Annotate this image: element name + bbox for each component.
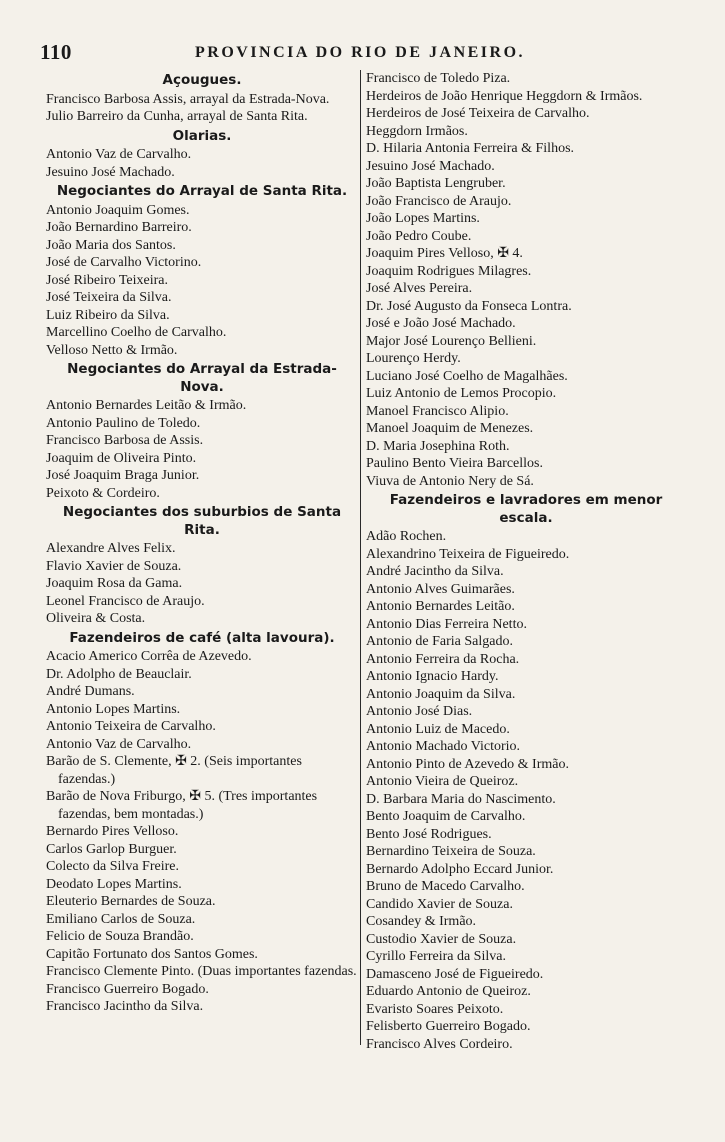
list-item: Acacio Americo Corrêa de Azevedo. <box>46 649 252 664</box>
list-item: D. Barbara Maria do Nascimento. <box>366 791 556 807</box>
list-item: Antonio José Dias. <box>366 704 473 719</box>
section-title: Fazendeiros de café (alta lavoura). <box>69 629 335 646</box>
list-item: Carlos Garlop Burguer. <box>46 841 177 857</box>
section-title: Negociantes do Arrayal da Estrada-Nova. <box>67 361 337 395</box>
list-item: Joaquim de Oliveira Pinto. <box>46 450 197 466</box>
list-item: Joaquim Pires Velloso, ✠ 4. <box>366 246 523 261</box>
list-item: Antonio Joaquim Gomes. <box>46 202 190 218</box>
list-item: Eduardo Antonio de Queiroz. <box>366 984 531 999</box>
list-item: Antonio Vaz de Carvalho. <box>46 736 192 752</box>
list-item: Barão de Nova Friburgo, ✠ 5. (Tres importantes fazendas, bem montadas.) <box>46 789 318 822</box>
list-item: Paulino Bento Vieira Barcellos. <box>366 456 543 471</box>
directory-section <box>46 361 358 502</box>
list-item: João Pedro Coube. <box>366 228 472 244</box>
list-item: Francisco Jacintho da Silva. <box>46 999 204 1014</box>
entry-list <box>46 202 358 360</box>
list-item: Francisco Barbosa de Assis. <box>46 433 204 448</box>
list-item: Eleuterio Bernardes de Souza. <box>46 894 216 909</box>
list-item: Bernardo Pires Velloso. <box>46 824 179 839</box>
list-item: Heggdorn Irmãos. <box>366 123 468 139</box>
list-item: Antonio Teixeira de Carvalho. <box>46 719 216 734</box>
entry-list <box>46 648 358 1016</box>
list-item: Antonio Bernardes Leitão. <box>366 599 515 614</box>
list-item: Francisco Guerreiro Bogado. <box>46 981 209 997</box>
list-item: Antonio Lopes Martins. <box>46 701 181 717</box>
list-item: João Baptista Lengruber. <box>366 176 506 191</box>
directory-section <box>46 128 358 182</box>
directory-section <box>46 72 358 126</box>
page-number: 110 <box>40 40 72 64</box>
list-item: André Dumans. <box>46 684 135 699</box>
list-item: Antonio Joaquim da Silva. <box>366 686 516 702</box>
list-item: Colecto da Silva Freire. <box>46 859 179 874</box>
section-title: Fazendeiros e lavradores em menor escala. <box>389 492 663 526</box>
list-item: Julio Barreiro da Cunha, arrayal de Santa Rita. <box>46 109 308 124</box>
list-item: Marcellino Coelho de Carvalho. <box>46 325 227 340</box>
list-item: Antonio Pinto de Azevedo & Irmão. <box>366 756 569 772</box>
list-item: Viuva de Antonio Nery de Sá. <box>366 473 534 489</box>
entry-list <box>366 528 686 1053</box>
list-item: Francisco Clemente Pinto. (Duas importantes fazendas. <box>46 964 357 979</box>
list-item: José Teixeira da Silva. <box>46 290 172 305</box>
list-item: Bento José Rodrigues. <box>366 826 492 842</box>
list-item: Bruno de Macedo Carvalho. <box>366 879 525 894</box>
list-item: Francisco Barbosa Assis, arrayal da Estrada-Nova. <box>46 91 330 107</box>
list-item: Antonio Vieira de Queiroz. <box>366 774 519 789</box>
running-head: PROVINCIA DO RIO DE JANEIRO. <box>195 44 526 61</box>
list-item: Antonio Machado Victorio. <box>366 739 521 754</box>
list-item: Damasceno José de Figueiredo. <box>366 966 544 982</box>
list-item: Velloso Netto & Irmão. <box>46 342 178 358</box>
section-title: Olarias. <box>172 127 232 144</box>
list-item: André Jacintho da Silva. <box>366 564 504 579</box>
list-item: Herdeiros de João Henrique Heggdorn & Irmãos. <box>366 88 643 104</box>
list-item: José Joaquim Braga Junior. <box>46 468 200 483</box>
list-item: Candido Xavier de Souza. <box>366 896 513 912</box>
list-item: Peixoto & Cordeiro. <box>46 485 160 501</box>
list-item: Dr. José Augusto da Fonseca Lontra. <box>366 298 572 314</box>
list-item: Lourenço Herdy. <box>366 351 461 366</box>
list-item: Luiz Ribeiro da Silva. <box>46 307 170 323</box>
list-item: Adão Rochen. <box>366 529 447 544</box>
entry-list <box>46 397 358 502</box>
list-item: Major José Lourenço Bellieni. <box>366 333 537 349</box>
list-item: D. Hilaria Antonia Ferreira & Filhos. <box>366 141 575 156</box>
list-item: João Maria dos Santos. <box>46 237 176 253</box>
list-item: Custodio Xavier de Souza. <box>366 931 517 947</box>
right-column <box>366 70 686 1053</box>
list-item: Barão de S. Clemente, ✠ 2. (Seis importantes fazendas.) <box>46 754 302 787</box>
list-item: Cosandey & Irmão. <box>366 914 477 929</box>
list-item: Alexandre Alves Felix. <box>46 541 176 556</box>
list-item: Manoel Joaquim de Menezes. <box>366 421 534 436</box>
page-header <box>40 40 690 68</box>
list-item: João Francisco de Araujo. <box>366 193 512 209</box>
list-item: Manoel Francisco Alipio. <box>366 403 509 419</box>
list-item: Leonel Francisco de Araujo. <box>46 593 205 609</box>
directory-section <box>366 492 686 1053</box>
list-item: Capitão Fortunato dos Santos Gomes. <box>46 946 258 962</box>
entry-list <box>46 540 358 628</box>
list-item: Antonio Dias Ferreira Netto. <box>366 616 527 632</box>
list-item: Jesuino José Machado. <box>46 164 175 180</box>
list-item: Francisco Alves Cordeiro. <box>366 1036 513 1052</box>
list-item: José e João José Machado. <box>366 316 516 331</box>
list-item: Antonio de Faria Salgado. <box>366 634 513 649</box>
list-item: Felisberto Guerreiro Bogado. <box>366 1019 531 1034</box>
list-item: Emiliano Carlos de Souza. <box>46 911 196 927</box>
list-item: Deodato Lopes Martins. <box>46 876 182 892</box>
list-item: Antonio Vaz de Carvalho. <box>46 147 192 162</box>
list-item: Bernardino Teixeira de Souza. <box>366 844 536 859</box>
list-item: Herdeiros de José Teixeira de Carvalho. <box>366 106 590 121</box>
list-item: Antonio Luiz de Macedo. <box>366 721 510 737</box>
list-item: Antonio Ferreira da Rocha. <box>366 651 520 667</box>
list-item: João Lopes Martins. <box>366 211 480 226</box>
directory-section <box>46 183 358 359</box>
list-item: José Alves Pereira. <box>366 281 473 296</box>
list-item: Luiz Antonio de Lemos Procopio. <box>366 386 557 401</box>
section-title: Açougues. <box>162 72 242 88</box>
entry-list <box>46 146 358 181</box>
list-item: José Ribeiro Teixeira. <box>46 272 169 288</box>
column-divider <box>360 70 361 1045</box>
list-item: Cyrillo Ferreira da Silva. <box>366 949 506 964</box>
list-item: Joaquim Rodrigues Milagres. <box>366 263 532 279</box>
directory-section <box>46 504 358 628</box>
list-item: Antonio Paulino de Toledo. <box>46 415 201 431</box>
list-item: Bernardo Adolpho Eccard Junior. <box>366 861 554 877</box>
directory-section <box>366 70 686 490</box>
list-item: Antonio Bernardes Leitão & Irmão. <box>46 398 247 413</box>
directory-section <box>46 630 358 1016</box>
entry-list <box>366 70 686 490</box>
list-item: D. Maria Josephina Roth. <box>366 438 510 454</box>
list-item: Luciano José Coelho de Magalhães. <box>366 368 568 384</box>
list-item: Felicio de Souza Brandão. <box>46 929 194 944</box>
list-item: Evaristo Soares Peixoto. <box>366 1001 504 1017</box>
list-item: Dr. Adolpho de Beauclair. <box>46 666 192 682</box>
list-item: José de Carvalho Victorino. <box>46 255 202 270</box>
list-item: Flavio Xavier de Souza. <box>46 558 182 574</box>
list-item: Oliveira & Costa. <box>46 611 146 626</box>
list-item: Francisco de Toledo Piza. <box>366 71 511 86</box>
list-item: Alexandrino Teixeira de Figueiredo. <box>366 546 570 562</box>
list-item: Joaquim Rosa da Gama. <box>46 576 183 591</box>
section-title: Negociantes dos suburbios de Santa Rita. <box>62 504 342 538</box>
left-column <box>46 70 358 1016</box>
list-item: Antonio Alves Guimarães. <box>366 581 515 597</box>
list-item: Bento Joaquim de Carvalho. <box>366 809 526 824</box>
list-item: Jesuino José Machado. <box>366 158 495 174</box>
list-item: Antonio Ignacio Hardy. <box>366 669 499 684</box>
section-title: Negociantes do Arrayal de Santa Rita. <box>56 183 348 199</box>
entry-list <box>46 91 358 126</box>
list-item: João Bernardino Barreiro. <box>46 220 192 235</box>
